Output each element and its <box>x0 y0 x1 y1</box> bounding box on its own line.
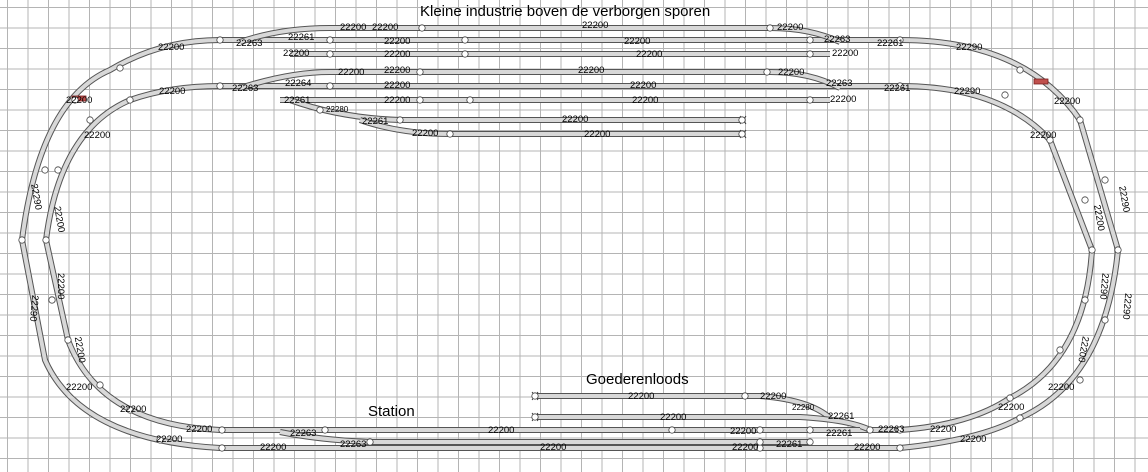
track-joint <box>807 427 813 433</box>
piece-label: 22200 <box>760 391 787 402</box>
piece-label: 22200 <box>1054 96 1081 107</box>
piece-label: 22200 <box>384 49 411 60</box>
piece-label: 22200 <box>832 48 859 59</box>
track-joint <box>327 37 333 43</box>
piece-label: 22200 <box>624 36 651 47</box>
track-joint <box>757 427 763 433</box>
track-joint <box>1077 117 1083 123</box>
piece-label: 22264 <box>285 78 312 89</box>
track-joint <box>1077 377 1083 383</box>
piece-label: 22261 <box>828 411 855 422</box>
track-joint <box>807 439 813 445</box>
piece-label: 22261 <box>362 116 389 127</box>
track-joint <box>1082 197 1088 203</box>
piece-label: 22200 <box>384 80 411 91</box>
piece-label: 22263 <box>290 428 317 439</box>
piece-label: 22200 <box>384 65 411 76</box>
track-joint <box>447 131 453 137</box>
track-joint <box>532 414 538 420</box>
track-joint <box>462 51 468 57</box>
piece-label: 22290 <box>28 182 44 211</box>
track-joint <box>807 51 813 57</box>
track-joint <box>764 69 770 75</box>
track-joint <box>1115 247 1121 253</box>
track-joint <box>42 167 48 173</box>
track-joint <box>19 237 25 243</box>
piece-label: 22263 <box>878 424 905 435</box>
piece-label: 22261 <box>826 428 853 439</box>
track-joint <box>1017 415 1023 421</box>
piece-label: 22200 <box>632 95 659 106</box>
track-joint <box>43 237 49 243</box>
track-joint <box>467 97 473 103</box>
piece-label: 22200 <box>338 67 365 78</box>
track-joint <box>49 297 55 303</box>
piece-label: 22200 <box>159 86 186 97</box>
track-joint <box>55 167 61 173</box>
piece-label: 22200 <box>777 22 804 33</box>
piece-label: 22200 <box>186 424 213 435</box>
signal-icon[interactable] <box>1034 79 1048 84</box>
track-joint <box>322 427 328 433</box>
piece-label: 22200 <box>960 434 987 445</box>
piece-label: 22261 <box>284 95 311 106</box>
piece-label: 22261 <box>288 32 315 43</box>
piece-label: 22200 <box>260 442 287 453</box>
piece-label: 22200 <box>71 335 88 364</box>
piece-label: 22290 <box>1116 185 1132 214</box>
piece-label: 22200 <box>830 94 857 105</box>
track-joint <box>1002 92 1008 98</box>
piece-label: 22200 <box>660 412 687 423</box>
piece-label: 22200 <box>412 128 439 139</box>
piece-label: 22200 <box>630 80 657 91</box>
piece-label: 22263 <box>232 83 259 94</box>
piece-label: 22200 <box>66 95 93 106</box>
piece-label: 22200 <box>930 424 957 435</box>
track-joint <box>87 117 93 123</box>
piece-label: 22280 <box>326 105 349 114</box>
track-joint <box>317 107 323 113</box>
track-joint <box>739 117 745 123</box>
track-joint <box>1082 297 1088 303</box>
track-joint <box>867 427 873 433</box>
title-hidden-sidings: Kleine industrie boven de verborgen sporen <box>420 3 711 20</box>
piece-label: 22200 <box>51 205 67 234</box>
track-joint <box>327 51 333 57</box>
track-joint <box>367 439 373 445</box>
track-joint <box>742 393 748 399</box>
piece-label: 22200 <box>540 442 567 453</box>
track-joint <box>127 97 133 103</box>
piece-label: 22200 <box>340 22 367 33</box>
piece-label: 22200 <box>1091 203 1107 232</box>
piece-label: 22200 <box>84 130 111 141</box>
track-joint <box>397 117 403 123</box>
track-joint <box>1017 67 1023 73</box>
track-joint <box>97 382 103 388</box>
piece-label: 22290 <box>954 86 981 97</box>
piece-label: 22200 <box>578 65 605 76</box>
track-joint <box>417 69 423 75</box>
piece-label: 22200 <box>1048 382 1075 393</box>
piece-label: 22280 <box>792 403 815 412</box>
piece-label: 22290 <box>1097 272 1111 300</box>
piece-label: 22200 <box>156 434 183 445</box>
piece-label: 22200 <box>1075 335 1091 364</box>
piece-label: 22200 <box>1030 130 1057 141</box>
track-joint <box>532 393 538 399</box>
track-joint <box>219 445 225 451</box>
hidden-sidings <box>240 28 840 134</box>
piece-label: 22200 <box>628 391 655 402</box>
piece-label: 22263 <box>824 34 851 45</box>
track-joint <box>1007 395 1013 401</box>
track-joint <box>419 25 425 31</box>
track-joint <box>327 83 333 89</box>
track-joint <box>1102 177 1108 183</box>
track-joint <box>739 131 745 137</box>
track-joint <box>897 445 903 451</box>
piece-label: 22200 <box>372 22 399 33</box>
track-joint <box>669 427 675 433</box>
track-joint <box>1102 317 1108 323</box>
piece-label: 22200 <box>488 425 515 436</box>
piece-label: 22200 <box>562 114 589 125</box>
track-joint <box>65 337 71 343</box>
track-joint <box>1057 347 1063 353</box>
piece-label: 22263 <box>340 439 367 450</box>
track-joint <box>767 25 773 31</box>
piece-label: 22200 <box>778 67 805 78</box>
piece-label: 22200 <box>120 404 147 415</box>
piece-label: 22200 <box>584 129 611 140</box>
piece-label: 22263 <box>826 78 853 89</box>
track-joint <box>462 37 468 43</box>
piece-label: 22200 <box>730 426 757 437</box>
inner-loop <box>46 86 1092 430</box>
piece-label: 22200 <box>66 382 93 393</box>
piece-label: 22290 <box>1120 292 1134 320</box>
track-joint <box>1089 247 1095 253</box>
title-station: Station <box>368 403 415 420</box>
piece-label: 22200 <box>732 442 759 453</box>
piece-label: 22200 <box>384 95 411 106</box>
piece-label: 22261 <box>776 439 803 450</box>
track-joint <box>117 65 123 71</box>
piece-label: 22200 <box>998 402 1025 413</box>
piece-label: 22200 <box>158 42 185 53</box>
track-joint <box>217 37 223 43</box>
piece-label: 22200 <box>854 442 881 453</box>
piece-label: 22200 <box>55 273 66 300</box>
piece-label: 22263 <box>236 38 263 49</box>
piece-label: 22200 <box>582 20 609 31</box>
track-joint <box>807 97 813 103</box>
track-joint <box>217 83 223 89</box>
track-joint <box>219 427 225 433</box>
track-joint <box>417 97 423 103</box>
track-joint <box>807 37 813 43</box>
piece-label: 22290 <box>27 294 41 322</box>
piece-label: 22200 <box>283 48 310 59</box>
piece-label: 22290 <box>956 42 983 53</box>
piece-label: 22261 <box>884 83 911 94</box>
title-goods-shed: Goederenloods <box>586 371 689 388</box>
piece-label: 22200 <box>384 36 411 47</box>
piece-label: 22200 <box>636 49 663 60</box>
piece-label: 22261 <box>877 38 904 49</box>
